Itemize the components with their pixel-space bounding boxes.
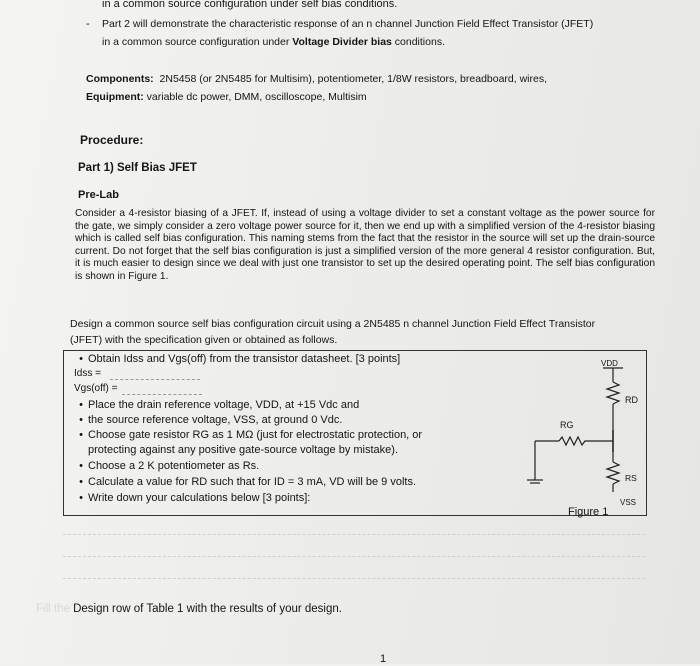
fill-prefix: Fill the <box>36 603 70 615</box>
rg-resistor <box>559 437 587 445</box>
task-gate: • Choose gate resistor RG as 1 MΩ (just for electrostatic protection, or <box>79 429 423 441</box>
idss-label: Idss = <box>74 368 101 379</box>
equipment-label: Equipment: <box>86 91 144 103</box>
answer-line-2 <box>63 556 645 557</box>
vss-label: VSS <box>620 498 637 507</box>
task-drain-text: Place the drain reference voltage, VDD, at +15 Vdc and <box>88 399 360 411</box>
task-gate-cont <box>88 443 398 458</box>
answer-line-1 <box>63 534 645 535</box>
fill-instruction <box>36 602 342 616</box>
intro-line-3-post: conditions. <box>391 36 445 48</box>
fill-text: Design row of Table 1 with the results of your design. <box>69 603 342 615</box>
vdd-label: VDD <box>601 359 618 368</box>
prelab-paragraph: Consider a 4-resistor biasing of a JFET. If, instead of using a voltage divider to set a constant voltage as the power source for the gate, we simply consider a zero voltage power source for it, then we end up with a simplified version of the 4-resistor biasing which is called self bias configuration. This naming stems from the fact that the resistor in the source will set up the drain-source current. Do not forget that the self bias configuration is just a simplified version of the more general 4 resistor configuration. But, it is much easier to design since we deal with just one transistor to set up the desired operating point. The self bias configuration is shown in Figure 1. <box>75 208 655 282</box>
equipment-text: variable dc power, DMM, oscilloscope, Multisim <box>146 91 367 103</box>
figure-caption: Figure 1 <box>568 506 609 518</box>
design-line-1: Design a common source self bias configuration circuit using a 2N5485 n channel Junction Field Effect Transistor <box>70 318 596 330</box>
idss-answer-line <box>110 379 200 380</box>
task-obtain: • Obtain Idss and Vgs(off) from the transistor datasheet. [3 points] <box>79 353 401 365</box>
vgsoff-answer-line <box>122 394 202 395</box>
task-calc: • Calculate a value for RD such that for ID = 3 mA, VD will be 9 volts. <box>79 476 416 488</box>
intro-line-3-bold: Voltage Divider bias <box>292 36 392 48</box>
intro-line-3 <box>102 35 445 49</box>
vgsoff-label: Vgs(off) = <box>74 383 118 394</box>
prelab-heading: Pre-Lab <box>78 189 119 201</box>
design-line-2: (JFET) with the specification given or obtained as follows. <box>70 334 338 346</box>
answer-line-3 <box>63 578 645 579</box>
intro-line-3-pre: in a common source configuration under <box>102 36 293 48</box>
part-1-heading: Part 1) Self Bias JFET <box>78 162 197 174</box>
intro-dash: - <box>86 18 90 30</box>
rd-resistor <box>607 382 619 404</box>
task-pot-text: Choose a 2 K potentiometer as Rs. <box>88 460 260 472</box>
components-line <box>86 72 547 86</box>
rs-resistor <box>607 462 619 484</box>
task-obtain-text: Obtain Idss and Vgs(off) from the transistor datasheet. [3 points] <box>88 353 401 365</box>
vgsoff-line <box>74 381 117 396</box>
task-write: • Write down your calculations below [3 points]: <box>79 492 311 504</box>
task-source-text: the source reference voltage, VSS, at ground 0 Vdc. <box>88 414 343 426</box>
rs-label: RS <box>625 473 637 483</box>
components-label: Components: <box>86 73 154 85</box>
figure-1-circuit <box>515 352 643 512</box>
equipment-line <box>86 90 367 104</box>
procedure-heading: Procedure: <box>80 133 144 147</box>
page-number: 1 <box>380 653 387 665</box>
rd-label: RD <box>625 395 638 405</box>
task-gate-cont-text: protecting against any positive gate-source voltage by mistake). <box>88 444 398 456</box>
rg-label: RG <box>560 420 574 430</box>
components-text: 2N5458 (or 2N5485 for Multisim), potentiometer, 1/8W resistors, breadboard, wires, <box>159 73 548 85</box>
task-pot: • Choose a 2 K potentiometer as Rs. <box>79 460 260 472</box>
idss-line <box>74 366 101 381</box>
intro-line-2: Part 2 will demonstrate the characteristic response of an n channel Junction Field Effect Transistor (JFET) <box>102 18 594 30</box>
intro-line-1: in a common source configuration under self bias conditions. <box>102 0 398 10</box>
task-drain: • Place the drain reference voltage, VDD, at +15 Vdc and <box>79 399 360 411</box>
task-calc-text: Calculate a value for RD such that for ID = 3 mA, VD will be 9 volts. <box>88 476 416 488</box>
task-write-text: Write down your calculations below [3 points]: <box>88 492 311 504</box>
task-source: • the source reference voltage, VSS, at ground 0 Vdc. <box>79 414 343 426</box>
task-gate-text: Choose gate resistor RG as 1 MΩ (just for electrostatic protection, or <box>88 429 423 441</box>
